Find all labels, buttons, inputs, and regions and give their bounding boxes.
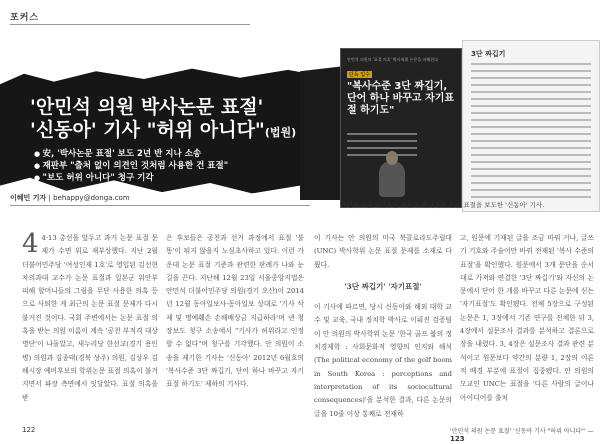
subheading: '3단 짜깁기' '자기표절' (344, 281, 422, 291)
section-label: 포커스 (10, 13, 40, 23)
body-column-4: 고, 원문에 기재된 글을 조금 바꿔 거나, 글쓰기 기호와 주술어만 바꿔 전재된 '복사 수준의 표절'을 확인했다. 원문에서 3개 문단을 순서대로 가져와 연결한 '3단 짜깁기'와 자신의 논문에서 단어 한 개를 바꾸고 다른 논문에 싣는 '자기표절'도 확인됐다. 전체 5장으로 구성된 논문은 1, 3장에서 기존 연구를 전체한 뒤 3, 4장에서 설문조사 결과를 분석하고 결론으로 장을 내렸다. 3, 4장은 설문조사 결과 관련 분석이고 원문보다 약간의 분량 1, 2장의 이론적 배경 부분에 표절이 집중됐다. 안 의원의 모교인 UNC는 표절을 '다른 사람의 글이나 아이디어를 출처 (460, 234, 594, 402)
bullet-item: ● "보도 허위 아니다" 청구 기각 (34, 172, 228, 184)
body-column-1-text: 4·13 총선을 앞두고 과거 논문 표절 문제가 수면 위로 재부상했다. 지난 2월 더불어민주당 '여성인재 1호'로 영입된 김선현 차의과대 교수가 논문 표절과 일본군 위안부 피해 할머니들의 그림을 무단 사용한 의혹 등으로 사퇴한 게 최근의 논문 표절 문제가 다시 불거진 것이다. 국회 주변에서는 논문 표절 의혹을 받는 의원 이름이 계속 '공천 부적격 대상 명단'이 나돌았고, 새누리당 한선교(경기 용인병) 의원과 김종태(경북 상주) 의원, 김상우 김해시장 예비후보의 학위논문 표절 의혹이 불거지면서 파장 측면에서 잇달았다. 표절 의혹을 받 (22, 234, 158, 402)
headline (30, 96, 296, 144)
page-number-left: 122 (22, 426, 36, 434)
body-column-3a: 이 기사는 안 의원의 미국 북콜로라도주립대(UNC) 박사학위 논문 표절 문제를 소재로 다뤘다. (314, 234, 452, 269)
magazine-page-image (462, 40, 600, 212)
body-column-3b: 이 기사에 따르면, 당시 신동아와 해외 대학 교수 및 교육, 국내 정치학 박사로 이뤄진 검증팀이 안 의원의 박사학위 논문 '한국 골프 붐의 정치경제학 : 사회문화적 영향의 인지와 해석(The political economy of the golf boom in South Korea : perceptions and interpretation of its sociocultural consequences)'을 분석한 결과, 다른 논문의 글을 10줄 이상 통째로 전재하 (314, 303, 452, 418)
body-column-1 (22, 229, 158, 405)
court-tag: (법원) (264, 126, 297, 139)
author-name: 이혜민 기자 (10, 194, 47, 202)
headline-line2-text: '신동아' 기사 "허위 아니다" (30, 119, 265, 141)
footer-right: '안민석 의원 논문 표절' '신동아 기사 "허위 아니다"' — 123 (450, 428, 594, 443)
person-photo (379, 161, 405, 197)
section-rule (10, 24, 250, 25)
magazine-cover-image (340, 48, 462, 208)
bullet-item: ● 재판부 "출처 없이 의견인 것처럼 사용한 건 표절" (34, 160, 228, 172)
drop-cap: 4 (22, 229, 39, 259)
headline-line1: '안민석 의원 박사논문 표절' (30, 96, 264, 118)
cover-tag: 단독 입수 (349, 72, 370, 78)
page-number-right: 123 (450, 435, 465, 443)
byline-rule (10, 205, 310, 206)
body-column-2: 은 후보들은 공천과 선거 과정에서 표절 '불똥'이 튀지 않을지 노심초사하고 있다. 이런 가운데 논문 표절 기준과 관련한 판례가 나와 눈길을 끈다. 지난해 12월 23일 서울중앙지법은 안민석 더불어민주당 의원(경기 오산)이 2014년 12월 동아일보사·동아일보 상대로 '기사 삭제 및 명예훼손 손해배상금 지급하라'며 낸 청장보도 청구 소송에서 "기사가 허위라고 인정할 수 없다"며 청구를 기각했다. 안 의원이 소송을 제기한 기사는 '신동아' 2012년 6월호의 '복사수준 3단 짜깁기, 단어 하나 바꾸고 자기표절 하기도' 제하의 기사다. (166, 234, 304, 389)
cover-title: "복사수준 3단 짜깁기, 단어 하나 바꾸고 자기표절 하기도" (347, 81, 455, 116)
author-email[interactable]: behappy@donga.com (53, 194, 130, 202)
bullet-item: ● 安, '박사논문 표절' 보도 2년 반 지나 소송 (34, 148, 228, 160)
cover-text-lines (347, 133, 417, 161)
page-image-lines (471, 63, 591, 203)
body-column-3 (314, 232, 452, 421)
cover-top-text: 안민석 의원의 '표절 의혹' 박사학위 논문을 파헤친다 (347, 57, 438, 62)
image-caption: 안민석 더불어민주당 의원의 박사학위 논문 표절을 보도한 '신동아' 기사. (340, 201, 545, 209)
headline-line2 (30, 119, 296, 144)
byline: 이혜민 기자 | behappy@donga.com (10, 194, 130, 202)
summary-bullets (34, 148, 228, 184)
page-image-title: 3단 짜깁기 (471, 50, 506, 58)
running-title: '안민석 의원 논문 표절' '신동아 기사 "허위 아니다"' (450, 428, 586, 435)
